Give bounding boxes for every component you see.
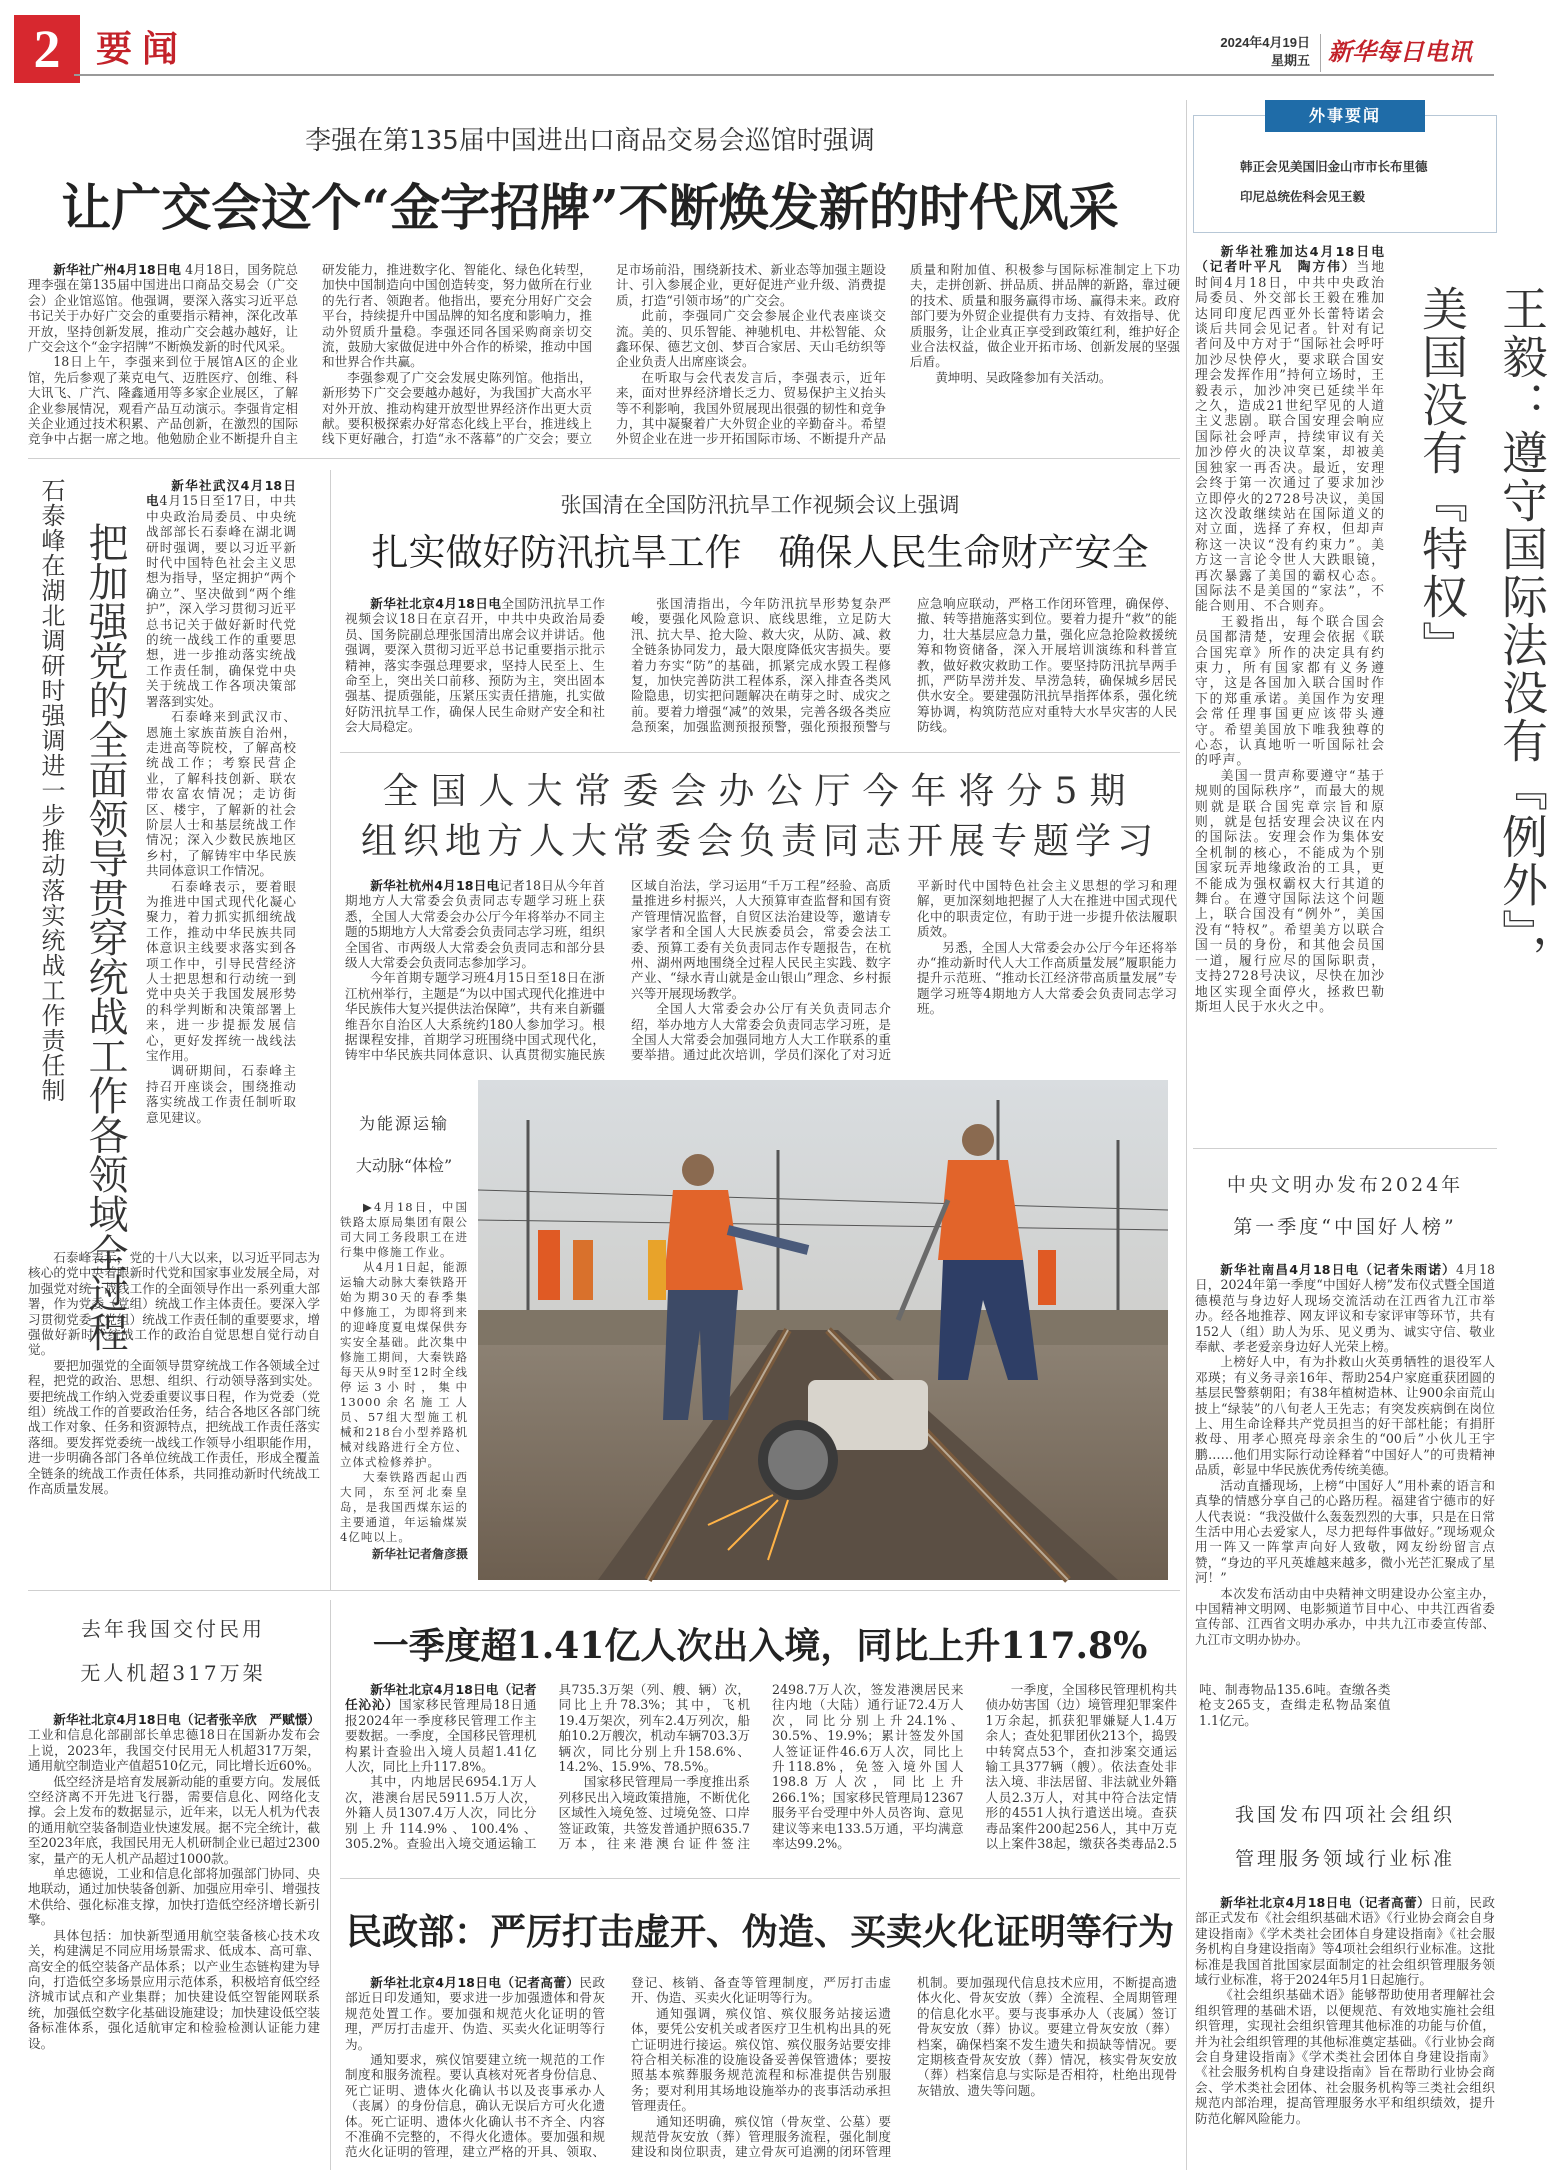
railway-maintenance-photo: [478, 1080, 1168, 1580]
weekday: 星期五: [1270, 53, 1310, 68]
paragraph: 18日上午，李强来到位于展馆A区的企业馆，先后参观了莱克电气、迈胜医疗、创维、科大讯飞、广汽、隆鑫通用等多家企业展区，了解企业参展情况，观看产品互动演示。李强肯定相关企业通过技术积累、产品创新，在激烈的国际竞争中占据一席之地。他勉励企业不断提升自主研发能力，推进数字化、智能化、绿色化转型，加快中国制造向中国创造转变，努力做所在行业的先行者、领跑者。他指出，要充分用好广交会平台，持续提升中国品牌的知名度和影响力，推动外贸质升量稳。李强还同各国采购商亲切交流，鼓励大家做促进中外合作的桥梁，推动中国和世界合作共赢。: [28, 262, 592, 447]
divider: [28, 1590, 1180, 1591]
good-people-headline-line2: 第一季度“中国好人榜”: [1233, 1216, 1457, 1238]
divider: [330, 1600, 331, 2170]
civil-affairs-body: [345, 1975, 1177, 2161]
paragraph: 通知要求，殡仪馆要建立统一规范的工作制度和服务流程。要认真核对死者身份信息、死亡证明、遗体火化确认书以及丧事承办人（丧属）的身份信息，确认无误后方可火化遗体。死亡证明、遗体火化确认书不齐全、内容不准确不完整的，不得火化遗体。要加强和规范火化证明的管理，建立严格的开具、领取、登记、核销、备查等管理制度，严厉打击虚开、伪造、买卖火化证明等行为。: [345, 1975, 891, 2160]
paragraph: 全国人大常委会办公厅有关负责同志介绍，举办地方人大常委会负责同志学习班，是全国人大常委会加强同地方人大工作联系的重要举措。通过此次培训，学员们深化了对习近平新时代中国特色社会主义思想的学习和理解，更加深刻地把握了人大在推进中国式现代化中的职责定位，有助于进一步提升依法履职质效。: [631, 878, 1177, 1063]
dateline: 新华社北京4月18日电（记者高蕾）: [1220, 1895, 1431, 1910]
lead-article-headline: 让广交会这个“金字招牌”不断焕发新的时代风采: [61, 178, 1119, 237]
paragraph: 大秦铁路西起山西大同，东至河北秦皇岛，是我国西煤东运的主要通道，年运输煤炭4亿吨以上。: [340, 1470, 468, 1544]
paragraph: ▶4月18日，中国铁路太原局集团有限公司大同工务段职工在进行集中修施工作业。: [340, 1200, 468, 1259]
foreign-news-tab: 外事要闻: [1265, 100, 1425, 132]
civil-affairs-headline: 民政部：严厉打击虚开、伪造、买卖火化证明等行为: [345, 1911, 1174, 1953]
paragraph: 民政部近日印发通知，要求进一步加强遗体和骨灰规范处置工作。要加强和规范火化证明的管理，严厉打击虚开、伪造、买卖火化证明等行为。: [345, 1975, 606, 2052]
paragraph: 单忠德说，工业和信息化部将加强部门协同、央地联动，通过加快装备创新、加强应用牵引、增强技术供给、强化标准支撑，加快打造低空经济增长新引擎。: [28, 1866, 320, 1928]
paragraph: 从4月1日起，能源运输大动脉大秦铁路开始为期30天的春季集中修施工，为即将到来的迎峰度夏电煤保供夯实安全基础。此次集中修施工期间，大秦铁路每天从9时至12时全线停运3小时，集中13000余名施工人员、57组大型施工机械和218台小型养路机械对线路进行全方位、立体式检修养护。: [340, 1260, 468, 1469]
paragraph: 本次发布活动由中央精神文明建设办公室主办，中国精神文明网、电影频道节目中心、中共江西省委宣传部、江西省文明办承办，中共九江市委宣传部、九江市文明办协办。: [1195, 1585, 1495, 1647]
photo-credit: 新华社记者詹彦摄: [371, 1547, 468, 1561]
paragraph: 工业和信息化部副部长单忠德18日在国新办发布会上说，2023年，我国交付民用无人机超317万架，通用航空制造业产值超510亿元，同比增长近60%。: [28, 1727, 320, 1774]
paragraph: 石泰峰表示，党的十八大以来，以习近平同志为核心的党中央着眼新时代党和国家事业发展全局，对加强党对统一战线工作的全面领导作出一系列重大部署，作为党委（党组）统战工作主体责任。要深入学习贯彻党委（党组）统战工作责任制的重要要求，增强做好新时代统战工作的政治自觉思想自觉行动自觉。: [28, 1250, 320, 1358]
foreign-news-item[interactable]: 韩正会见美国旧金山市市长布里德: [1240, 159, 1428, 174]
dateline: 新华社南昌4月18日电（记者朱雨诺）: [1220, 1262, 1456, 1277]
shi-taifeng-body-continued: [28, 1250, 320, 1562]
dateline: 新华社广州4月18日电: [53, 262, 182, 277]
paragraph: 石泰峰来到武汉市、恩施土家族苗族自治州，走进高等院校，了解高校统战工作；考察民营企业，了解科技创新、联农带农富农情况；走访街区、楼宇，了解新的社会阶层人士和基层统战工作情况；深入少数民族地区乡村，了解铸牢中华民族共同体意识工作情况。: [146, 709, 296, 879]
dateline: 新华社北京4月18日电（记者张辛欣 严赋憬）: [53, 1712, 320, 1727]
paragraph: 记者18日从今年首期地方人大常委会负责同志专题学习班上获悉，全国人大常委会办公厅今年将举办不同主题的5期地方人大常委会负责同志学习班，组织全国省、市两级人大常委会负责同志和部分县级人大常委会负责同志参加学习。: [345, 878, 605, 971]
paragraph: 低空经济是培育发展新动能的重要方向。发展低空经济离不开先进飞行器，需要信息化、网络化支撑。会上发布的数据显示，近年来，以无人机为代表的通用航空装备制造业快速发展。据不完全统计，截至2023年底，我国民用无人机研制企业已超过2300家，量产的无人机产品超过1000款。: [28, 1773, 320, 1866]
paragraph: 其中，内地居民6954.1万人次，港澳台居民5911.5万人次，外籍人员1307.4万人次，同比分别上升114.9%、100.4%、305.2%。查验出入境交通运输工具735.3万架（列、艘、辆）次，同比上升78.3%；其中，飞机19.4万架次，列车2.4万列次，船舶10.2万艘次，机动车辆703.3万辆次，同比分别上升158.6%、14.2%、15.9%、78.5%。: [345, 1682, 750, 1852]
issue-date: [1190, 34, 1310, 70]
photo-caption: [340, 1200, 468, 1563]
divider: [330, 470, 331, 1590]
paragraph: 全国防汛抗旱工作视频会议18日在京召开，中共中央政治局委员、国务院副总理张国清出席会议并讲话。他强调，要深入贯彻习近平总书记重要指示批示精神，落实李强总理要求，坚持人民至上、生命至上，突出关口前移、预防为主，突出固本强基、提质强能，压紧压实责任措施，扎实做好防汛抗旱工作，确保人民生命财产安全和社会大局稳定。: [345, 596, 605, 735]
paragraph: 石泰峰表示，要着眼为推进中国式现代化凝心聚力，着力抓实抓细统战工作，推动中华民族共同体意识主线要求落实到各项工作中，引导民营经济人士把思想和行动统一到党中央关于我国发展形势的科学判断和决策部署上来，进一步提振发展信心，更好发挥统一战线法宝作用。: [146, 878, 296, 1064]
paragraph: 一季度，全国移民管理机构共侦办妨害国（边）境管理犯罪案件1万余起，抓获犯罪嫌疑人1.4万余人；查处犯罪团伙213个，捣毁中转窝点53个，查扣涉案交通运输工具377辆（艘）。依法查处非法入境、非法居留、非法就业外籍人员2.3万人，对其中符合法定情形的4551人执行遣送出境。查获毒品案件200起256人，其中万克以上案件38起，缴获各类毒品2.5吨、制毒物品135.6吨。查缴各类枪支265支，查缉走私物品案值1.1亿元。: [985, 1682, 1391, 1852]
foreign-news-item[interactable]: 印尼总统佐科会见王毅: [1240, 189, 1366, 204]
dateline: 新华社武汉4月18日电: [146, 478, 296, 509]
dateline: 新华社北京4月18日电: [370, 596, 502, 611]
dateline: 新华社北京4月18日电（记者高蕾）: [370, 1975, 580, 1990]
lead-article-body: [28, 262, 1180, 448]
paragraph: 张国清指出，今年防汛抗旱形势复杂严峻，要强化风险意识、底线思维，立足防大汛、抗大旱、抢大险、救大灾，从防、减、救全链条协同发力，最大限度降低灾害损失。要着力夯实“防”的基础，抓紧完成水毁工程修复，加快完善防洪工程体系，深入排查各类风险隐患，切实把问题解决在萌芽之时、成灾之前。要着力增强“减”的效果，完善各级各类应急预案，加强监测预报预警，强化预报预警与应急响应联动，严格工作闭环管理，确保停、撤、转等措施落实到位。要着力提升“救”的能力，壮大基层应急力量，强化应急抢险救援统筹和物资储备，深入开展培训演练和科普宣教，做好救灾救助工作。要坚持防汛抗旱两手抓，严防旱涝并发、旱涝急转，确保城乡居民供水安全。要建强防汛抗旱指挥体系，强化统筹协调，构筑防范应对重特大水旱灾害的人民防线。: [631, 596, 1177, 735]
divider: [1193, 1148, 1497, 1149]
paragraph: 此前，李强同广交会参展企业代表座谈交流。美的、贝乐智能、神驰机电、井松智能、众鑫环保、德艺文创、梦百合家居、天山毛纺织等企业负责人出席座谈会。: [616, 308, 886, 370]
section-title: 要闻: [96, 28, 189, 70]
divider: [340, 752, 1180, 753]
paragraph: 李强参观了广交会发展史陈列馆。他指出，新形势下广交会要越办越好，为我国扩大高水平对外开放、推动构建开放型世界经济作出更大贡献。要积极探索办好常态化线上平台，推进线上线下更好融合，打造“永不落幕”的广交会；要立足市场前沿，围绕新技术、新业态等加强主题设计、引入参展企业，更好促进产业升级、消费提质，打造“引领市场”的广交会。: [322, 262, 886, 447]
paragraph: 上榜好人中，有为扑救山火英勇牺牲的退役军人邓瑛；有义务寻亲16年、帮助254户家庭重获团圆的基层民警蔡朝阳；有38年植树造林、让900余亩荒山披上“绿装”的八旬老人王先志；有突发疾病倒在岗位上、用生命诠释共产党员担当的好干部杜能；有捐肝救母、用孝心照亮母亲余生的“00后”小伙儿王宇鹏……他们用实际行动诠释着“中国好人”的可贵精神品质，彰显中华民族优秀传统美德。: [1195, 1354, 1495, 1478]
entry-exit-headline: 一季度超1.41亿人次出入境，同比上升117.8%: [372, 1625, 1148, 1667]
paragraph: 《社会组织基础术语》能够帮助使用者理解社会组织管理的基础术语，以便规范、有效地实施社会组织管理，实现社会组织管理其他标准的功能与价值，并为社会组织管理的其他标准奠定基础。《行业协会商会自身建设指南》《学术类社会团体自身建设指南》《社会服务机构自身建设指南》旨在帮助行业协会商会、学术类社会团体、社会服务机构等三类社会组织规范内部治理，提高管理服务水平和组织绩效，提升防范化解风险能力。: [1195, 1987, 1495, 2126]
flood-article-headline: 扎实做好防汛抗旱工作 确保人民生命财产安全: [371, 531, 1149, 574]
dateline: 新华社雅加达4月18日电（记者叶平凡 陶方伟）: [1195, 245, 1385, 276]
paragraph: 具体包括：加快新型通用航空装备核心技术攻关，构建满足不同应用场景需求、低成本、高可靠、高安全的低空装备产品体系；以产业生态链构建为导向，打造低空多场景应用示范体系，积极培育低空经济城市试点和产业集群；加快建设低空智能网联系统，加强低空数字化基础设施建设；加快建设低空装备标准体系，强化适航审定和检验检测认证能力建设。: [28, 1927, 320, 2051]
paper-logo: 新华每日电讯: [1328, 37, 1472, 66]
paragraph: 在听取与会代表发言后，李强表示，近年来，面对世界经济增长乏力、贸易保护主义抬头等不利影响，我国外贸展现出很强的韧性和竞争力，其中凝聚着广大外贸企业的辛勤奋斗。希望外贸企业在进一步开拓国际市场、不断提升产品质量和附加值、积极参与国际标准制定上下功夫，走拼创新、拼品质、拼品牌的新路，靠过硬的技术、质量和服务赢得市场、赢得未来。政府部门要为外贸企业提供有力支持、有效指导、优质服务，让企业真正享受到政策红利，维护好企业合法权益，做企业开拓市场、创新发展的坚强后盾。: [616, 262, 1180, 447]
drones-headline-line2: 无人机超317万架: [80, 1661, 266, 1685]
paragraph: 日前，民政部正式发布《社会组织基础术语》《行业协会商会自身建设指南》《学术类社会团体自身建设指南》《社会服务机构自身建设指南》等4项社会组织行业标准。这批标准是我国首批国家层面制定的社会组织管理服务领域行业标准，将于2024年5月1日起施行。: [1195, 1895, 1496, 1988]
paragraph: 4月18日，国务院总理李强在第135届中国进出口商品交易会（广交会）企业馆巡馆。他强调，要深入落实习近平总书记关于办好广交会的重要指示精神，深化改革开放，坚持创新发展，推动广交会越办越好，让广交会这个“金字招牌”不断焕发新的时代风采。: [28, 262, 298, 355]
paragraph: 国家移民管理局18日通报2024年一季度移民管理工作主要数据。一季度，全国移民管理机构累计查验出入境人员超1.41亿人次，同比上升117.8%。: [345, 1697, 537, 1775]
good-people-headline-line1: 中央文明办发布2024年: [1226, 1174, 1464, 1196]
paragraph: 王毅指出，每个联合国会员国都清楚，安理会依据《联合国宪章》所作的决定具有约束力，所有国家都有义务遵守，这是各国加入联合国时作下的郑重承诺。美国作为安理会常任理事国更应该带头遵守。希望美国放下唯我独尊的心态，认真地听一听国际社会的呼声。: [1195, 614, 1385, 769]
masthead-rule: [74, 74, 1494, 76]
shi-taifeng-kicker: 石泰峰在湖北调研时强调进一步推动落实统战工作责任制: [37, 478, 65, 1103]
drones-headline-line1: 去年我国交付民用: [81, 1617, 265, 1641]
paragraph: 今年首期专题学习班4月15日至18日在浙江杭州举行，主题是“为以中国式现代化推进中华民族伟大复兴提供法治保障”，共有来自新疆维吾尔自治区人大系统约180人参加学习。根据课程安排，首期学习班围绕中国式现代化，铸牢中华民族共同体意识、认真贯彻实施民族区域自治法，学习运用“千万工程”经验、高质量推进乡村振兴，人大预算审查监督和国有资产管理情况监督，自贸区法治建设等，邀请专家学者和全国人大民族委员会，常委会法工委、预算工委有关负责同志作专题报告，在杭州、湖州两地围绕全过程人民民主实践、数字产业、“绿水青山就是金山银山”理念、乡村振兴等开展现场教学。: [345, 878, 891, 1063]
social-orgs-body: [1195, 1895, 1495, 2167]
paragraph: 通知还明确，殡仪馆（骨灰堂、公墓）要规范骨灰安放（葬）管理服务流程，强化制度建设和岗位职责，建立骨灰可追溯的闭环管理机制。要加强现代信息技术应用，不断提高遗体火化、骨灰安放（葬）全流程、全周期管理的信息化水平。要与丧事承办人（丧属）签订骨灰安放（葬）协议。要建立骨灰安放（葬）档案，确保档案不发生遗失和损缺等情况。要定期核查骨灰安放（葬）情况，核实骨灰安放（葬）档案信息与实际是否相符，杜绝出现骨灰错放、遗失等问题。: [631, 1975, 1177, 2160]
npc-headline-line2: 组织地方人大常委会负责同志开展专题学习: [360, 821, 1159, 862]
lead-article-kicker: 李强在第135届中国进出口商品交易会巡馆时强调: [305, 126, 875, 156]
flood-article-body: [345, 596, 1177, 736]
paragraph: 4月15日至17日，中共中央政治局委员、中央统战部部长石泰峰在湖北调研时强调，要以习近平新时代中国特色社会主义思想为指导，坚定拥护“两个确立”、坚决做到“两个维护”，深入学习贯彻习近平总书记关于做好新时代党的统一战线工作的重要思想，进一步推动落实统战工作责任制，确保党中央关于统战工作各项决策部署落到实处。: [146, 493, 296, 709]
paragraph: 活动直播现场，上榜“中国好人”用朴素的语言和真挚的情感分享自己的心路历程。福建省宁德市的好人代表说：“我没做什么轰轰烈烈的大事，只是在日常生活中用心去爱家人，尽力把每件事做好。”现场观众用一阵又一阵掌声向好人致敬，网友纷纷留言点赞，“身边的平凡英雄越来越多，微小光芒汇聚成了星河！”: [1195, 1477, 1495, 1586]
divider: [1320, 34, 1321, 72]
divider: [1186, 100, 1187, 2170]
paragraph: 通知强调，殡仪馆、殡仪服务站接运遗体，要凭公安机关或者医疗卫生机构出具的死亡证明进行接运。殡仪馆、殡仪服务站要安排符合相关标准的设施设备妥善保管遗体；要按照基本殡葬服务规范流程和标准提供告别服务；要对利用其场地设施举办的丧事活动承担管理责任。: [631, 2005, 891, 2114]
wang-yi-article-body: [1195, 245, 1385, 1111]
paragraph: 另悉，全国人大常委会办公厅今年还将举办“推动新时代人大工作高质量发展”履职能力提升示范班、“推动长江经济带高质量发展”专题学习班等4期地方人大常委会负责同志学习班。: [917, 939, 1177, 1017]
photo-title-line1: 为能源运输: [358, 1114, 449, 1133]
social-orgs-headline-line2: 管理服务领域行业标准: [1234, 1848, 1455, 1870]
paragraph: 4月18日，2024年第一季度“中国好人榜”发布仪式暨全国道德模范与身边好人现场交流活动在江西省九江市举办。经各地推荐、网友评议和专家评审等环节，共有152人（组）助人为乐、见义勇为、诚实守信、敬业奉献、孝老爱亲身边好人光荣上榜。: [1195, 1262, 1495, 1355]
shi-taifeng-body: [146, 478, 296, 1246]
date: 2024年4月19日: [1220, 35, 1310, 50]
paragraph: 要把加强党的全面领导贯穿统战工作各领域全过程，把党的政治、思想、组织、行动领导落到实处。要把统战工作纳入党委重要议事日程，作为党委（党组）统战工作的首要政治任务，结合各地区各部门统战工作对象、任务和资源特点，把统战工作责任落实落细。要发挥党委统一战线工作领导小组职能作用，进一步明确各部门各单位统战工作责任，形成全覆盖全链条的统战工作责任体系，共同推动新时代统战工作高质量发展。: [28, 1357, 320, 1497]
npc-article-body: [345, 878, 1177, 1064]
npc-headline-line1: 全国人大常委会办公厅今年将分5期: [382, 771, 1138, 812]
dateline: 新华社杭州4月18日电: [370, 878, 500, 893]
dateline: 新华社北京4月18日电（记者任沁沁）: [345, 1682, 537, 1713]
paragraph: 当地时间4月18日，中共中央政治局委员、外交部长王毅在雅加达同印度尼西亚外长蕾特诺会谈后共同会见记者。针对有记者问及中方对于“国际社会呼吁加沙尽快停火，要求联合国安理会发挥作用”持何立场时，王毅表示，加沙冲突已延续半年之久，造成21世纪罕见的人道主义悲剧。联合国安理会响应国际社会呼声，持续审议有关加沙停火的决议草案，却被美国独家一再否决。最近，安理会终于第一次通过了要求加沙立即停火的2728号决议，美国这次没敢继续站在国际道义的对立面，选择了弃权，但却声称这一决议“没有约束力”。美方这一言论令世人大跌眼镜，再次暴露了美国的霸权心态。国际法不是美国的“家法”，不能合则用、不合则弃。: [1195, 260, 1386, 615]
divider: [340, 1878, 1180, 1879]
paragraph: 国家移民管理局一季度推出系列移民出入境政策措施，不断优化区域性入境免签、过境免签、口岸签证政策，共签发普通护照635.7万本，往来港澳台证件签注2498.7万人次，签发港澳居民来往内地（大陆）通行证72.4万人次，同比分别上升24.1%、30.5%、19.9%；累计签发外国人签证证件46.6万人次，同比上升118.8%，免签入境外国人198.8万人次，同比上升266.1%；国家移民管理局12367服务平台受理中外人员咨询、意见建议等来电133.5万通，平均满意率达99.2%。: [558, 1682, 964, 1852]
shi-taifeng-headline: 把加强党的全面领导贯穿统战工作各领域全过程: [82, 522, 128, 1352]
divider: [28, 458, 1180, 459]
social-orgs-headline-line1: 我国发布四项社会组织: [1234, 1804, 1455, 1826]
flood-article-kicker: 张国清在全国防汛抗旱工作视频会议上强调: [560, 493, 960, 517]
photo-title-line2: 大动脉“体检”: [355, 1156, 453, 1175]
drones-body: [28, 1712, 320, 2168]
wang-yi-headline: 王毅：遵守国际法没有『例外』，美国没有『特权』: [1415, 285, 1549, 982]
paragraph: 美国一贯声称要遵守“基于规则的国际秩序”，而最大的规则就是联合国宪章宗旨和原则，就是包括安理会决议在内的国际法。安理会作为集体安全机制的核心，不能成为个别国家玩弄地缘政治的工具，更不能成为强权霸权大行其道的舞台。在遵守国际法这个问题上，联合国没有“例外”，美国没有“特权”。希望美方以联合国一员的身份，和其他会员国一道，履行应尽的国际职责，支持2728号决议，尽快在加沙地区实现全面停火，拯救巴勒斯坦人民于水火之中。: [1195, 768, 1385, 1015]
page-number: 2: [14, 15, 80, 83]
paragraph: 黄坤明、吴政隆参加有关活动。: [935, 369, 1112, 385]
paragraph: 调研期间，石泰峰主持召开座谈会，围绕推动落实统战工作责任制听取意见建议。: [146, 1063, 296, 1125]
